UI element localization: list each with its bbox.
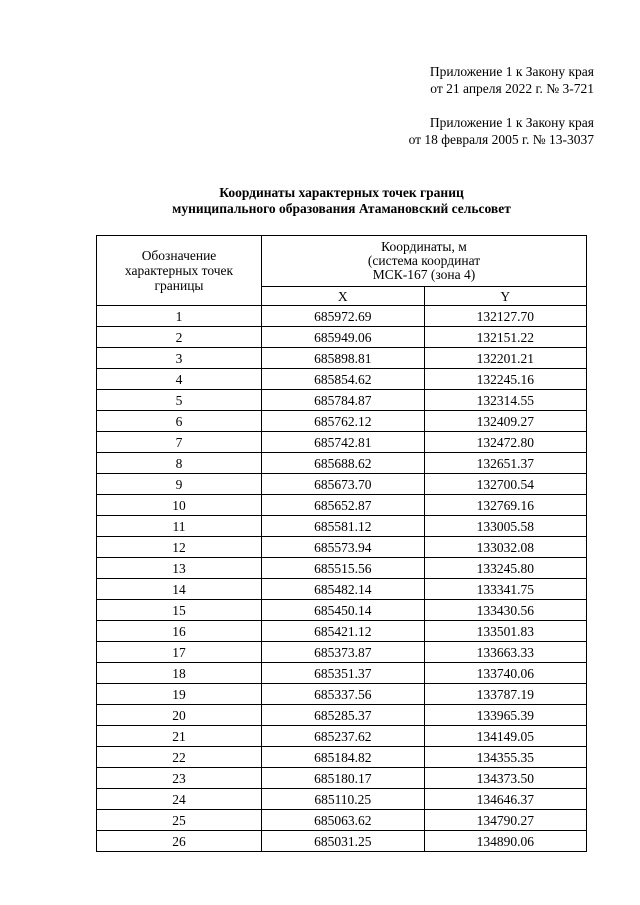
y-coordinate-cell: 133341.75: [424, 579, 587, 600]
x-coordinate-cell: 685652.87: [262, 495, 425, 516]
appendix-original-reference: [409, 114, 594, 148]
point-number-cell: 19: [97, 684, 262, 705]
x-coordinate-cell: 685337.56: [262, 684, 425, 705]
x-coordinate-cell: 685581.12: [262, 516, 425, 537]
x-coordinate-cell: 685673.70: [262, 474, 425, 495]
table-row: [97, 390, 587, 411]
y-coordinate-cell: 134646.37: [424, 789, 587, 810]
x-coordinate-cell: 685285.37: [262, 705, 425, 726]
y-coordinate-cell: 132409.27: [424, 411, 587, 432]
x-coordinate-cell: 685762.12: [262, 411, 425, 432]
point-number-cell: 9: [97, 474, 262, 495]
table-row: [97, 579, 587, 600]
table-row: [97, 495, 587, 516]
table-row: [97, 432, 587, 453]
point-number-cell: 11: [97, 516, 262, 537]
table-row: [97, 369, 587, 390]
y-coordinate-cell: 133005.58: [424, 516, 587, 537]
header-point-line3: границы: [154, 278, 204, 293]
table-row: [97, 747, 587, 768]
point-number-cell: 24: [97, 789, 262, 810]
y-coordinate-cell: 132472.80: [424, 432, 587, 453]
table-row: [97, 474, 587, 495]
y-coordinate-cell: 132127.70: [424, 306, 587, 327]
y-coordinate-cell: 134890.06: [424, 831, 587, 852]
point-number-cell: 2: [97, 327, 262, 348]
x-coordinate-cell: 685573.94: [262, 537, 425, 558]
table-row: [97, 663, 587, 684]
coordinates-table-body: [97, 306, 587, 852]
y-coordinate-cell: 133501.83: [424, 621, 587, 642]
y-coordinate-cell: 132151.22: [424, 327, 587, 348]
x-coordinate-cell: 685972.69: [262, 306, 425, 327]
point-number-cell: 22: [97, 747, 262, 768]
y-coordinate-cell: 134790.27: [424, 810, 587, 831]
y-coordinate-cell: 132201.21: [424, 348, 587, 369]
table-row: [97, 831, 587, 852]
x-coordinate-cell: 685110.25: [262, 789, 425, 810]
document-title-line2: муниципального образования Атамановский сельсовет: [172, 201, 511, 216]
table-row: [97, 348, 587, 369]
point-number-cell: 14: [97, 579, 262, 600]
table-row: [97, 705, 587, 726]
y-coordinate-cell: 133430.56: [424, 600, 587, 621]
point-number-cell: 23: [97, 768, 262, 789]
header-coords-line1: Координаты, м: [381, 239, 467, 254]
point-number-cell: 21: [97, 726, 262, 747]
y-coordinate-cell: 133965.39: [424, 705, 587, 726]
appendix-current-reference: [430, 63, 594, 97]
table-row: [97, 684, 587, 705]
x-coordinate-cell: 685373.87: [262, 642, 425, 663]
y-coordinate-cell: 133787.19: [424, 684, 587, 705]
point-number-cell: 5: [97, 390, 262, 411]
table-row: [97, 558, 587, 579]
y-coordinate-cell: 133245.80: [424, 558, 587, 579]
y-coordinate-cell: 133032.08: [424, 537, 587, 558]
y-coordinate-cell: 132245.16: [424, 369, 587, 390]
x-coordinate-cell: 685031.25: [262, 831, 425, 852]
point-number-cell: 4: [97, 369, 262, 390]
appendix-current-line2: от 21 апреля 2022 г. № 3-721: [430, 81, 594, 96]
point-number-cell: 7: [97, 432, 262, 453]
header-point-designation: [97, 236, 262, 306]
table-row: [97, 411, 587, 432]
point-number-cell: 3: [97, 348, 262, 369]
point-number-cell: 25: [97, 810, 262, 831]
table-header-row: [97, 236, 587, 287]
point-number-cell: 6: [97, 411, 262, 432]
x-coordinate-cell: 685237.62: [262, 726, 425, 747]
header-y: Y: [424, 287, 587, 306]
y-coordinate-cell: 132651.37: [424, 453, 587, 474]
header-coords-line2: (система координат: [367, 253, 481, 268]
table-row: [97, 327, 587, 348]
x-coordinate-cell: 685515.56: [262, 558, 425, 579]
point-number-cell: 10: [97, 495, 262, 516]
table-row: [97, 600, 587, 621]
x-coordinate-cell: 685351.37: [262, 663, 425, 684]
document-title: [96, 185, 587, 217]
point-number-cell: 8: [97, 453, 262, 474]
table-row: [97, 621, 587, 642]
point-number-cell: 18: [97, 663, 262, 684]
x-coordinate-cell: 685482.14: [262, 579, 425, 600]
point-number-cell: 15: [97, 600, 262, 621]
appendix-current-line1: Приложение 1 к Закону края: [429, 64, 594, 79]
y-coordinate-cell: 132700.54: [424, 474, 587, 495]
table-row: [97, 537, 587, 558]
table-row: [97, 768, 587, 789]
x-coordinate-cell: 685898.81: [262, 348, 425, 369]
point-number-cell: 12: [97, 537, 262, 558]
point-number-cell: 26: [97, 831, 262, 852]
table-row: [97, 516, 587, 537]
y-coordinate-cell: 133663.33: [424, 642, 587, 663]
point-number-cell: 1: [97, 306, 262, 327]
table-row: [97, 789, 587, 810]
x-coordinate-cell: 685184.82: [262, 747, 425, 768]
table-row: [97, 642, 587, 663]
x-coordinate-cell: 685854.62: [262, 369, 425, 390]
x-coordinate-cell: 685742.81: [262, 432, 425, 453]
point-number-cell: 17: [97, 642, 262, 663]
y-coordinate-cell: 132769.16: [424, 495, 587, 516]
header-point-line2: характерных точек: [124, 263, 234, 278]
y-coordinate-cell: 134355.35: [424, 747, 587, 768]
header-coordinates: [262, 236, 587, 287]
y-coordinate-cell: 134149.05: [424, 726, 587, 747]
x-coordinate-cell: 685450.14: [262, 600, 425, 621]
point-number-cell: 13: [97, 558, 262, 579]
header-point-line1: Обозначение: [141, 248, 217, 263]
y-coordinate-cell: 134373.50: [424, 768, 587, 789]
header-coords-line3: МСК-167 (зона 4): [372, 267, 476, 282]
table-row: [97, 453, 587, 474]
x-coordinate-cell: 685949.06: [262, 327, 425, 348]
table-row: [97, 726, 587, 747]
appendix-original-line1: Приложение 1 к Закону края: [429, 115, 594, 130]
x-coordinate-cell: 685063.62: [262, 810, 425, 831]
y-coordinate-cell: 132314.55: [424, 390, 587, 411]
x-coordinate-cell: 685784.87: [262, 390, 425, 411]
table-row: [97, 810, 587, 831]
table-row: [97, 306, 587, 327]
y-coordinate-cell: 133740.06: [424, 663, 587, 684]
point-number-cell: 16: [97, 621, 262, 642]
document-title-line1: Координаты характерных точек границ: [219, 185, 464, 200]
point-number-cell: 20: [97, 705, 262, 726]
x-coordinate-cell: 685180.17: [262, 768, 425, 789]
coordinates-table: [96, 235, 587, 852]
x-coordinate-cell: 685688.62: [262, 453, 425, 474]
header-x: X: [262, 287, 425, 306]
x-coordinate-cell: 685421.12: [262, 621, 425, 642]
appendix-original-line2: от 18 февраля 2005 г. № 13-3037: [408, 132, 594, 147]
